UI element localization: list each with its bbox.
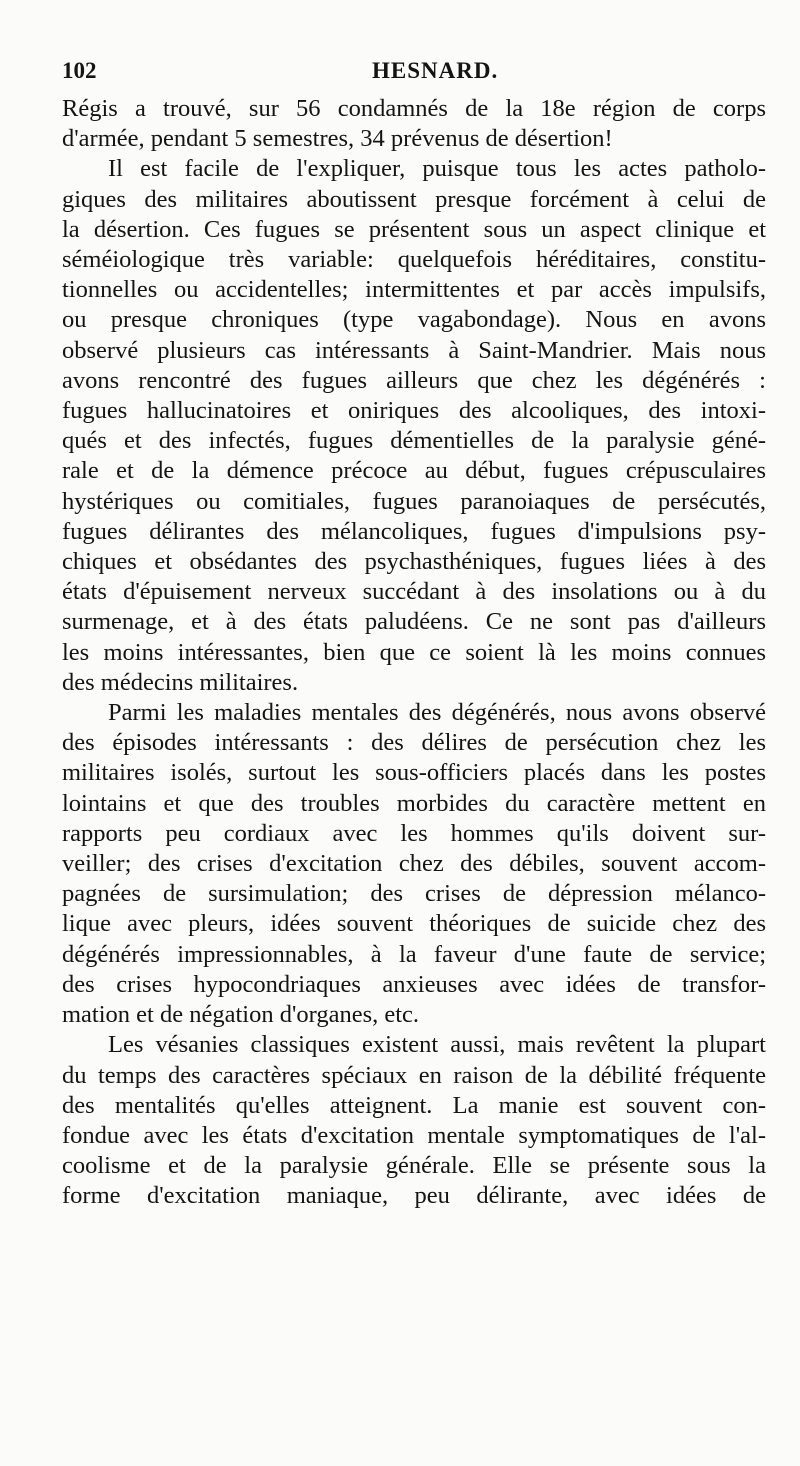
text-line: observé plusieurs cas intéressants à Saint-Mandrier. Mais nous — [62, 336, 766, 364]
text-line: les moins intéressantes, bien que ce soient là les moins connues — [62, 638, 766, 666]
paragraph-4 — [62, 1030, 766, 1211]
text-line: Les vésanies classiques existent aussi, mais revêtent la plupart — [108, 1031, 766, 1059]
text-line: fugues hallucinatoires et oniriques des alcooliques, des intoxi- — [62, 397, 766, 425]
text-line: fugues délirantes des mélancoliques, fugues d'impulsions psy- — [62, 517, 766, 545]
page-number: 102 — [62, 58, 97, 83]
text-line: Il est facile de l'expliquer, puisque tous les actes patholo- — [108, 155, 766, 183]
text-line: veiller; des crises d'excitation chez des débiles, souvent accom- — [62, 850, 766, 878]
text-line: la désertion. Ces fugues se présentent sous un aspect clinique et — [62, 215, 766, 243]
text-line: lique avec pleurs, idées souvent théoriques de suicide chez des — [62, 910, 766, 938]
text-line: lointains et que des troubles morbides du caractère mettent en — [62, 789, 766, 817]
paragraph-3 — [62, 698, 766, 1030]
text-line: qués et des infectés, fugues démentielles de la paralysie géné- — [62, 427, 766, 455]
text-line: forme d'excitation maniaque, peu délirante, avec idées de — [62, 1182, 766, 1210]
text-line: d'armée, pendant 5 semestres, 34 prévenus de désertion! — [62, 125, 613, 153]
running-head: HESNARD. — [372, 58, 499, 83]
text-line: Régis a trouvé, sur 56 condamnés de la 18e région de corps — [62, 95, 766, 122]
text-line: séméiologique très variable: quelquefois héréditaires, constitu- — [62, 246, 766, 274]
text-line: surmenage, et à des états paludéens. Ce ne sont pas d'ailleurs — [62, 608, 766, 636]
page-header — [62, 58, 762, 88]
text-line: tionnelles ou accidentelles; intermittentes et par accès impulsifs, — [62, 276, 766, 304]
text-line: rapports peu cordiaux avec les hommes qu'ils doivent sur- — [62, 819, 766, 847]
paragraph-1 — [62, 94, 766, 154]
text-line: des crises hypocondriaques anxieuses avec idées de transfor- — [62, 970, 766, 998]
text-line: ou presque chroniques (type vagabondage). Nous en avons — [62, 306, 766, 334]
text-line: des médecins militaires. — [62, 668, 299, 696]
text-line: des épisodes intéressants : des délires de persécution chez les — [62, 729, 766, 757]
text-line: avons rencontré des fugues ailleurs que chez les dégénérés : — [62, 366, 766, 394]
text-line: militaires isolés, surtout les sous-officiers placés dans les postes — [62, 759, 766, 787]
text-line: rale et de la démence précoce au début, fugues crépusculaires — [62, 457, 766, 485]
text-line: états d'épuisement nerveux succédant à des insolations ou à du — [62, 578, 766, 606]
text-line: giques des militaires aboutissent presque forcément à celui de — [62, 185, 766, 213]
text-line: du temps des caractères spéciaux en raison de la débilité fréquente — [62, 1061, 766, 1089]
text-line: chiques et obsédantes des psychasthéniques, fugues liées à des — [62, 548, 766, 576]
paragraph-2 — [62, 154, 766, 698]
text-line: pagnées de sursimulation; des crises de dépression mélanco- — [62, 880, 766, 908]
text-line: coolisme et de la paralysie générale. Elle se présente sous la — [62, 1152, 766, 1180]
text-line: fondue avec les états d'excitation mentale symptomatiques de l'al- — [62, 1121, 766, 1149]
text-line: des mentalités qu'elles atteignent. La manie est souvent con- — [62, 1091, 766, 1119]
text-line: hystériques ou comitiales, fugues paranoiaques de persécutés, — [62, 487, 766, 515]
text-line: dégénérés impressionnables, à la faveur d'une faute de service; — [62, 940, 766, 968]
text-line: mation et de négation d'organes, etc. — [62, 1001, 420, 1029]
text-line: Parmi les maladies mentales des dégénérés, nous avons observé — [108, 699, 766, 727]
body-text — [62, 94, 766, 1212]
